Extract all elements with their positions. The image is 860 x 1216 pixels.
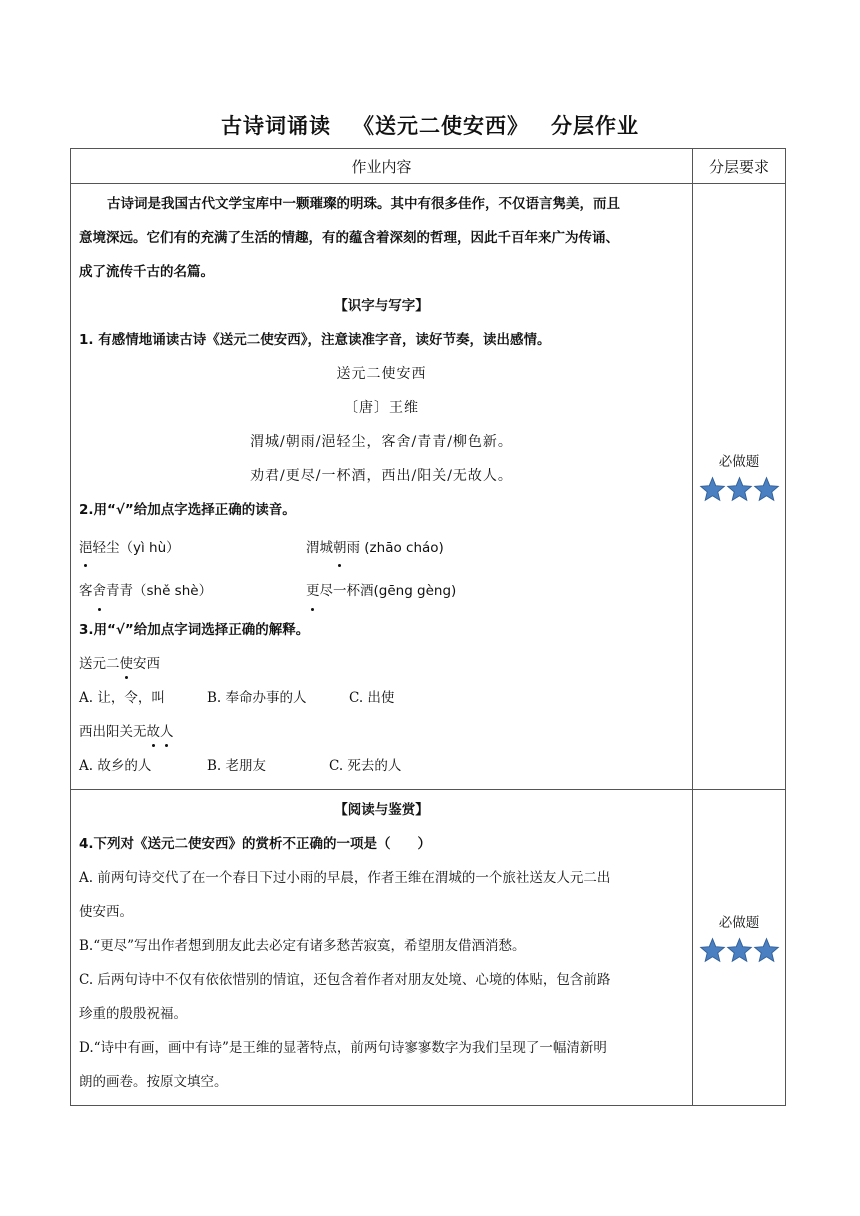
intro-line-1: 古诗词是我国古代文学宝库中一颗璀璨的明珠。其中有很多佳作，不仅语言隽美，而且 (107, 196, 620, 212)
poem-line-1: 渭城/朝雨/浥轻尘，客舍/青青/柳色新。 (250, 434, 513, 450)
q2-item-b-pinyin: (zhāo cháo) (360, 540, 444, 556)
q2-item-a-pinyin: （yì hù） (119, 540, 180, 556)
q4-option-d-line-1: D.“诗中有画，画中有诗”是王维的显著特点，前两句诗寥寥数字为我们呈现了一幅清新明 (79, 1040, 607, 1056)
homework-table (70, 148, 786, 1106)
poem-line-2: 劝君/更尽/一杯酒，西出/阳关/无故人。 (250, 468, 513, 484)
section-heading-reading: 【阅读与鉴赏】 (334, 802, 429, 818)
document-title (0, 110, 860, 140)
dotted-char: 人 (160, 715, 174, 749)
q4-option-a-line-1: A. 前两句诗交代了在一个春日下过小雨的早晨，作者王维在渭城的一个旅社送友人元二出 (79, 870, 611, 886)
section-heading-literacy: 【识字与写字】 (334, 298, 429, 314)
q2-item-a-text: 轻尘 (92, 540, 120, 556)
q3-1-option-a: A. 让，令，叫 (79, 690, 165, 706)
q3-item-2-pre: 西出阳关无 (79, 724, 147, 740)
dotted-char: 使 (120, 647, 134, 681)
star-icon (699, 476, 726, 503)
intro-line-3: 成了流传千古的名篇。 (79, 264, 214, 280)
dotted-char: 舍 (93, 569, 107, 613)
section-literacy-content (71, 184, 693, 790)
title-part3: 分层作业 (551, 114, 639, 138)
poem-author: 〔唐〕王维 (344, 400, 419, 416)
question-4: 4.下列对《送元二使安西》的赏析不正确的一项是（ ） (79, 836, 432, 852)
table-header-row (71, 149, 786, 184)
section-literacy-row (71, 184, 786, 790)
title-part1: 古诗词诵读 (221, 114, 331, 138)
q2-item-d (306, 583, 456, 599)
q2-item-d-text: 尽一杯酒 (319, 583, 374, 599)
question-1: 1. 有感情地诵读古诗《送元二使安西》，注意读准字音，读好节奏，读出感情。 (79, 332, 551, 348)
q3-item-1-post: 安西 (133, 656, 160, 672)
q2-item-c-pinyin: （shě shè） (133, 583, 213, 599)
q3-2-option-a: A. 故乡的人 (79, 758, 152, 774)
section-reading-requirement (693, 790, 786, 1106)
q2-row-2 (79, 569, 684, 613)
star-icon (753, 937, 780, 964)
q3-1-option-b: B. 奉命办事的人 (207, 690, 307, 706)
q2-item-a (79, 527, 306, 569)
q3-item-1-options (79, 681, 684, 715)
question-3: 3.用“√”给加点字词选择正确的解释。 (79, 622, 310, 638)
q2-item-c-text: 青青 (106, 583, 133, 599)
q2-item-b-pre: 渭城 (306, 540, 333, 556)
q2-item-c (79, 569, 306, 613)
q4-option-c-line-2: 珍重的殷殷祝福。 (79, 1006, 187, 1022)
star-icon (753, 476, 780, 503)
q2-row-1 (79, 527, 684, 569)
header-requirement: 分层要求 (693, 149, 786, 184)
dotted-char: 故 (147, 715, 161, 749)
q4-option-a-line-2: 使安西。 (79, 904, 133, 920)
question-2: 2.用“√”给加点字选择正确的读音。 (79, 502, 296, 518)
section-reading-content (71, 790, 693, 1106)
section-literacy-requirement (693, 184, 786, 790)
star-icon (699, 937, 726, 964)
star-rating (699, 937, 780, 964)
q3-item-1 (79, 647, 684, 681)
star-icon (726, 476, 753, 503)
q3-item-1-pre: 送元二 (79, 656, 120, 672)
q4-option-c-line-1: C. 后两句诗中不仅有依依惜别的情谊，还包含着作者对朋友处境、心境的体贴，包含前路 (79, 972, 611, 988)
q2-item-d-pinyin: (gēng gèng) (373, 583, 457, 599)
q4-option-d-line-2: 朗的画卷。按原文填空。 (79, 1074, 228, 1090)
title-part2: 《送元二使安西》 (353, 114, 529, 138)
q3-item-2-options (79, 749, 684, 783)
star-icon (726, 937, 753, 964)
dotted-char: 朝 (333, 527, 347, 569)
q4-option-b: B.“更尽”写出作者想到朋友此去必定有诸多愁苦寂寞，希望朋友借酒消愁。 (79, 938, 526, 954)
q2-item-b-text: 雨 (346, 540, 360, 556)
requirement-label: 必做题 (718, 915, 760, 931)
q3-2-option-c: C. 死去的人 (329, 758, 402, 774)
dotted-char: 更 (306, 569, 320, 613)
section-reading-row (71, 790, 786, 1106)
header-content: 作业内容 (71, 149, 693, 184)
q3-1-option-c: C. 出使 (349, 690, 395, 706)
q3-2-option-b: B. 老朋友 (207, 758, 267, 774)
poem-title: 送元二使安西 (336, 366, 427, 382)
requirement-label: 必做题 (718, 454, 760, 470)
q3-item-2 (79, 715, 684, 749)
intro-line-2: 意境深远。它们有的充满了生活的情趣，有的蕴含着深刻的哲理，因此千百年来广为传诵、 (79, 230, 619, 246)
star-rating (699, 476, 780, 503)
q2-item-c-pre: 客 (79, 583, 93, 599)
q2-item-b (306, 540, 444, 556)
dotted-char: 浥 (79, 527, 93, 569)
